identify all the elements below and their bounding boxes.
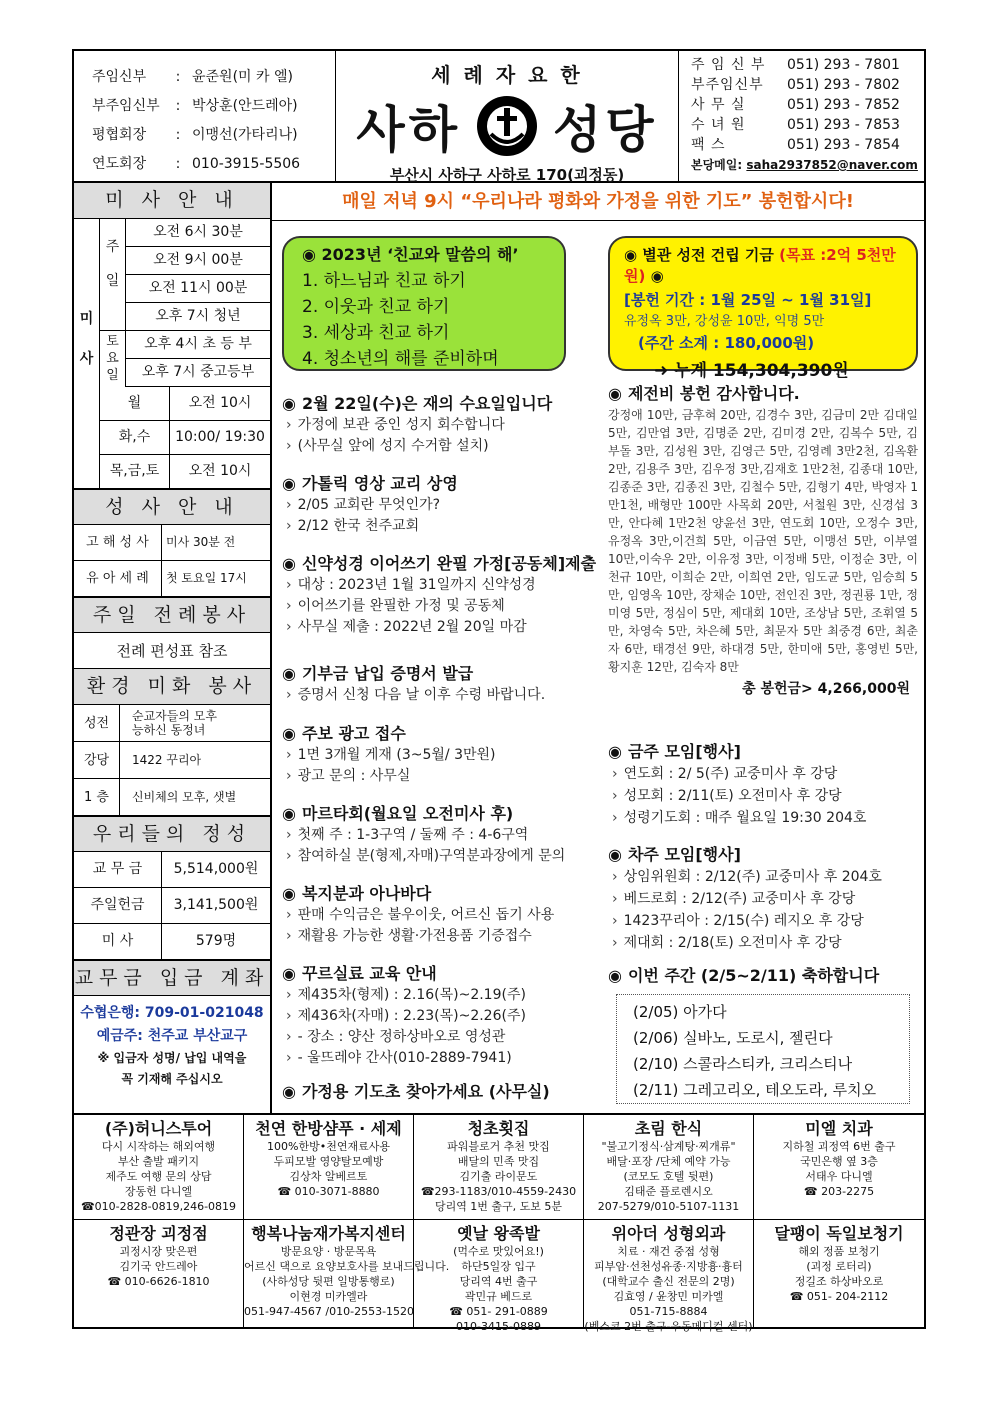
contact-phone: 051) 293 - 7802 xyxy=(787,77,900,93)
email-link[interactable]: saha2937852@naver.com xyxy=(746,158,918,172)
saturday-times xyxy=(126,331,270,387)
ad-line: "불고기정식·삼계탕·찌개류" xyxy=(601,1140,736,1153)
event-item: › 성령기도회 : 매주 월요일 19:30 204호 xyxy=(612,810,867,826)
masthead xyxy=(336,51,678,184)
liturgy-title: 주일 전례봉사 xyxy=(74,597,270,633)
notice-item: › 대상 : 2023년 1월 31일까지 신약성경 xyxy=(286,577,536,593)
item-marker-icon: › xyxy=(286,497,292,513)
notice-item: › 제435차(형제) : 2.16(목)~2.19(주) xyxy=(286,987,526,1003)
event-title: ◉ 차주 모임[행사] xyxy=(608,845,741,864)
ad-line: 배달·포장 /단체 예약 가능 xyxy=(606,1155,731,1168)
ad-line: 어르신 댁으로 요양보호사를 보내드립니다. xyxy=(244,1260,450,1273)
offering-label: 주일헌금 xyxy=(74,888,162,923)
feast-item: (2/10) 스콜라스티카, 크리스티나 xyxy=(633,1055,853,1073)
weekday-day: 화,수 xyxy=(100,421,170,454)
ad-line: ☎010-2828-0819,246-0819 xyxy=(80,1200,237,1213)
ads-row-1 xyxy=(74,1113,924,1219)
env-place: 강당 xyxy=(74,742,120,779)
ad-line: 피부암·선천성유종·지방흉·흉터 xyxy=(594,1260,743,1273)
staff-row xyxy=(92,63,335,92)
notice-title: ◉ 가정용 기도초 찾아가세요 (사무실) xyxy=(282,1082,550,1101)
notice-item: › 판매 수익금은 불우이웃, 어르신 돕기 사용 xyxy=(286,907,555,923)
notice-section xyxy=(282,391,602,456)
ad-line: (사하성당 뒷편 일방통행로) xyxy=(262,1275,395,1288)
item-marker-icon: › xyxy=(612,788,618,804)
event-item: › 1423꾸리아 : 2/15(수) 레지오 후 강당 xyxy=(612,913,864,929)
item-marker-icon: › xyxy=(286,747,292,763)
ad-title: 천연 한방샴푸 · 세제 xyxy=(255,1119,402,1138)
item-marker-icon: › xyxy=(286,907,292,923)
fund-title: ◉ 별관 성전 건립 기금 xyxy=(624,246,774,264)
notice-item: › 재활용 가능한 생활·가전용품 기증접수 xyxy=(286,928,532,944)
bullet-icon: ◉ xyxy=(282,804,296,823)
feast-item: (2/06) 실바노, 도로시, 젤린다 xyxy=(633,1029,833,1047)
advertisement xyxy=(244,1115,414,1219)
contact-phone: 051) 293 - 7854 xyxy=(787,137,900,153)
env-place: 1 층 xyxy=(74,779,120,816)
fund-period: [봉헌 기간 : 1월 25일 ~ 1월 31일] xyxy=(624,291,872,309)
sidebar xyxy=(74,183,272,1113)
fund-total: ➜ 누계 154,304,390원 xyxy=(654,361,849,381)
notice-item: › 이어쓰기를 완필한 가정 및 공동체 xyxy=(286,598,505,614)
ad-line: 배달의 민족 맛집 xyxy=(457,1155,540,1168)
sacrament-row xyxy=(74,525,270,561)
advertisement xyxy=(414,1220,584,1333)
ad-line: 부산 출발 패키지 xyxy=(117,1155,200,1168)
ads-row-2 xyxy=(74,1219,924,1333)
weekday-times xyxy=(100,387,270,489)
advertisement xyxy=(244,1220,450,1329)
ad-line: (코모도 호텔 뒷편) xyxy=(623,1170,714,1183)
bullet-icon: ◉ xyxy=(282,474,296,493)
ad-line: 정길조 하상바오로 xyxy=(794,1275,884,1288)
staff-row xyxy=(92,150,335,179)
env-group: 1422 꾸리아 xyxy=(132,753,202,767)
church-address: 부산시 사하구 사하로 170(괴정동) xyxy=(389,166,625,184)
bullet-icon: ◉ xyxy=(282,554,296,573)
event-item: › 연도회 : 2/ 5(주) 교중미사 후 강당 xyxy=(612,766,838,782)
staff-list xyxy=(74,51,336,181)
notice-title: ◉ 가톨릭 영상 교리 상영 xyxy=(282,474,458,493)
staff-name: 010-3915-5506 xyxy=(192,156,301,172)
notice-item: › 2/05 교회란 무엇인가? xyxy=(286,497,441,513)
offering-row xyxy=(74,888,270,924)
ad-line: ☎ 051- 204-2112 xyxy=(789,1290,889,1303)
notice-section xyxy=(282,801,602,866)
ad-line: ☎ 010-3071-8880 xyxy=(277,1185,380,1198)
staff-colon: : xyxy=(175,156,181,172)
notice-item: › 증명서 신청 다음 날 이후 수령 바랍니다. xyxy=(286,687,546,703)
bullet-icon: ◉ xyxy=(282,884,296,903)
mass-title: 미 사 안 내 xyxy=(74,183,270,219)
sunday-mass-time: 오후 7시 청년 xyxy=(126,303,270,331)
notice-title: ◉ 기부금 납입 증명서 발급 xyxy=(282,664,474,683)
weekday-day: 목,금,토 xyxy=(100,455,170,489)
item-marker-icon: › xyxy=(286,768,292,784)
contact-role: 주 임 신 부 xyxy=(691,57,766,73)
env-place: 성전 xyxy=(74,705,120,742)
feast-box xyxy=(616,994,910,1104)
contact-row xyxy=(691,55,924,75)
advertisement xyxy=(584,1115,754,1219)
ad-line: 김효영 / 윤창민 미카엘 xyxy=(613,1290,724,1303)
event-item: › 상임위원회 : 2/12(주) 교중미사 후 204호 xyxy=(612,869,882,885)
banner-text: 매일 저녁 9시 “우리나라 평화와 가정을 위한 기도” 봉헌합시다! xyxy=(342,191,854,212)
advertisement xyxy=(414,1115,584,1219)
ad-line: 100%한방•천연재료사용 xyxy=(267,1140,390,1153)
weekday-row xyxy=(100,455,270,489)
staff-name: 윤준원(미 카 엘) xyxy=(192,69,293,85)
env-list xyxy=(74,705,270,816)
notice-item: › - 장소 : 양산 정하상바오로 영성관 xyxy=(286,1029,506,1045)
fund-box xyxy=(608,236,918,381)
staff-colon: : xyxy=(175,69,181,85)
ad-line: 방문요양 · 방문목욕 xyxy=(280,1245,377,1258)
item-marker-icon: › xyxy=(612,891,618,907)
staff-name: 박상훈(안드레아) xyxy=(192,98,298,114)
staff-name: 이맹선(가타리나) xyxy=(192,127,298,143)
account-note: ※ 입금자 성명/ 납입 내역을 꼭 기재해 주십시오 xyxy=(97,1051,247,1086)
year-goal-item: 3. 세상과 친교 하기 xyxy=(302,323,450,343)
ad-line: 당리역 4번 출구 xyxy=(459,1275,538,1288)
ad-line: (대학교수 출신 전문의 2명) xyxy=(602,1275,735,1288)
advertisement xyxy=(754,1115,924,1219)
notice-item: › - 울뜨레야 간사(010-2889-7941) xyxy=(286,1050,512,1066)
advertisement xyxy=(754,1220,924,1329)
notice-item: › 제436차(자매) : 2.23(목)~2.26(주) xyxy=(286,1008,526,1024)
bullet-icon: ◉ xyxy=(282,964,296,983)
year-box-title: ◉ 2023년 ‘친교와 말씀의 해’ xyxy=(302,245,519,264)
staff-role: 연도회장 xyxy=(92,156,147,172)
item-marker-icon: › xyxy=(286,687,292,703)
item-marker-icon: › xyxy=(286,577,292,593)
staff-row xyxy=(92,92,335,121)
item-marker-icon: › xyxy=(612,810,618,826)
bank-account: 수협은행: 709-01-021048 xyxy=(80,1005,264,1021)
item-marker-icon: › xyxy=(286,438,292,454)
contact-row xyxy=(691,95,924,115)
account-info xyxy=(74,996,270,1090)
notice-title: ◉ 꾸르실료 교육 안내 xyxy=(282,964,437,983)
contact-row xyxy=(691,135,924,155)
contact-phone: 051) 293 - 7853 xyxy=(787,117,900,133)
sunday-mass-time: 오전 11시 00분 xyxy=(126,275,270,303)
notice-title: ◉ 복지분과 아나바다 xyxy=(282,884,432,903)
church-name-right: 성당 xyxy=(553,101,658,159)
ad-title: 위아더 성형외과 xyxy=(611,1224,726,1243)
ad-line: 김기국 안드레아 xyxy=(119,1260,198,1273)
ad-line: 해외 정품 보청기 xyxy=(798,1245,880,1258)
notice-title: ◉ 2월 22일(수)은 재의 수요일입니다 xyxy=(282,394,553,413)
bulletin-page xyxy=(72,49,926,1333)
offering-list xyxy=(74,852,270,960)
item-marker-icon: › xyxy=(286,518,292,534)
event-title: ◉ 금주 모임[행사] xyxy=(608,742,741,761)
ad-line: ☎293-1183/010-4559-2430 xyxy=(420,1185,577,1198)
saturday-mass-time: 오후 4시 초 등 부 xyxy=(126,331,270,359)
fund-goal: (목표 :2억 5천만원) xyxy=(624,246,896,285)
thanks-text: 강정애 10만, 금후혀 20만, 김경수 3만, 김금미 2만 김대일 5만, 김만엽 3만, 김명준 2만, 김미경 2만, 김복수 5만, 김부돌 3만, 김성원 3만, 김영근 5만, 김영례 3만2천, 김옥환 2만, 김용주 3만, 김우정 3만,김재호 1만2천, 김종대 10만, 김종준 3만, 김종진 3만, 김철수 5만, 김형기 4만, 박영자 1만1천, 배형만 100만 사목회 20만, 서철원 3만, 신경섭 3만, 안다혜 1만2천 양윤선 3만, 연도회 10만, 오정수 3만, 유정옥 3만,이건희 5만, 이금연 5만, 이맹선 5만, 이부열 10만,이숙우 2만, 이유정 3만, 이정배 5만, 이정순 3만, 이천규 10만, 이희순 2만, 이희연 2만, 임도균 5만, 임승희 5만, 임영옥 10만, 장채순 10만, 전인진 3만, 정권룡 1만, 정미영 5만, 정심이 5만, 제대회 10만, 조상남 5만, 조휘열 5만, 차영숙 5만, 차은혜 5만, 최문자 5만 최중경 6만, 최춘자 6만, 태경선 9만, 하대경 5만, 한미애 5만, 홍영빈 5만, 황지훈 12만, 김숙자 8만 xyxy=(608,408,918,674)
ad-line: 010-3415-0889 xyxy=(456,1320,541,1333)
header xyxy=(74,51,924,183)
notice-item: › 참여하실 분(형제,자매)구역분과장에게 문의 xyxy=(286,848,566,864)
mass-label: 미 사 xyxy=(74,219,100,489)
staff-colon: : xyxy=(175,98,181,114)
year-goal-item: 4. 청소년의 해를 준비하며 xyxy=(302,349,499,369)
email-label: 본당메일: xyxy=(691,158,743,172)
feast-item: (2/05) 아가다 xyxy=(633,1003,727,1021)
sunday-mass-time: 오전 9시 00분 xyxy=(126,247,270,275)
notice-title: ◉ 마르타회(월요일 오전미사 후) xyxy=(282,804,514,823)
item-marker-icon: › xyxy=(286,417,292,433)
notice-section xyxy=(282,661,602,705)
contact-phone: 051) 293 - 7801 xyxy=(787,57,900,73)
ad-line: 051-947-4567 /010-2553-1520 xyxy=(244,1305,415,1318)
env-title: 환경 미화 봉사 xyxy=(74,669,270,705)
ad-title: 초림 한식 xyxy=(634,1119,703,1138)
event-section xyxy=(608,842,918,953)
sacrament-time: 미사 30분 전 xyxy=(166,535,236,549)
notice-item: › 가정에 보관 중인 성지 회수합니다 xyxy=(286,417,505,433)
weekday-day: 월 xyxy=(100,387,170,420)
thanks-total: 총 봉헌금> 4,266,000원 xyxy=(742,681,910,697)
ad-line: ☎ 051- 291-0889 xyxy=(449,1305,548,1318)
contact-row xyxy=(691,75,924,95)
advertisement xyxy=(74,1115,244,1219)
ad-title: 미엘 치과 xyxy=(805,1119,873,1138)
ad-line: 제주도 여행 문의 상담 xyxy=(105,1170,212,1183)
saturday-label: 토 요 일 xyxy=(100,331,126,387)
item-marker-icon: › xyxy=(286,598,292,614)
weekday-time: 오전 10시 xyxy=(188,395,252,411)
ad-title: 청초횟집 xyxy=(467,1119,530,1138)
item-marker-icon: › xyxy=(286,1050,292,1066)
thanks-title: ◉ 제전비 봉헌 감사합니다. xyxy=(608,384,800,403)
notice-item: › 2/12 한국 천주교회 xyxy=(286,518,420,534)
weekday-row xyxy=(100,387,270,421)
ad-line: 두피모발 영양탈모예방 xyxy=(273,1155,384,1168)
ad-line: 207-5279/010-5107-1131 xyxy=(597,1200,740,1213)
sacrament-name: 유 아 세 례 xyxy=(74,561,162,596)
offering-value: 5,514,000원 xyxy=(173,861,259,877)
bullet-icon: ◉ xyxy=(282,724,296,743)
item-marker-icon: › xyxy=(286,1029,292,1045)
ad-line: 장동헌 다니엘 xyxy=(124,1185,193,1198)
ad-line: (먹수로 맛있어요!) xyxy=(453,1245,544,1258)
thanks-section xyxy=(608,381,918,698)
weekday-time: 10:00/ 19:30 xyxy=(175,429,265,445)
sacrament-name: 고 해 성 사 xyxy=(74,525,162,560)
church-name-left: 사하 xyxy=(356,101,461,159)
year-goal-item: 1. 하느님과 친교 하기 xyxy=(302,271,466,291)
ad-line: 파워블로거 추천 맛집 xyxy=(447,1140,550,1153)
notice-item: › 사무실 제출 : 2022년 2월 20일 마감 xyxy=(286,619,527,635)
staff-role: 주임신부 xyxy=(92,69,147,85)
item-marker-icon: › xyxy=(612,869,618,885)
item-marker-icon: › xyxy=(286,827,292,843)
item-marker-icon: › xyxy=(286,987,292,1003)
offering-value: 3,141,500원 xyxy=(173,897,259,913)
ad-line: (괴정 로터리) xyxy=(806,1260,872,1273)
offering-value: 579명 xyxy=(195,933,237,949)
ad-line: 김상차 알베르토 xyxy=(289,1170,368,1183)
ad-line: ☎ 203-2275 xyxy=(803,1185,875,1198)
notice-title: ◉ 주보 광고 접수 xyxy=(282,724,406,743)
weekday-time: 오전 10시 xyxy=(188,463,252,479)
staff-row xyxy=(92,121,335,150)
banner xyxy=(272,183,924,221)
env-group: 순교자들의 모후 능하신 동정녀 xyxy=(132,709,217,737)
notice-item: › 첫째 주 : 1-3구역 / 둘째 주 : 4-6구역 xyxy=(286,827,529,843)
env-group: 신비체의 모후, 샛별 xyxy=(132,790,237,804)
event-section xyxy=(608,739,918,828)
notice-section xyxy=(282,471,602,536)
env-row xyxy=(74,779,270,816)
year-goal-item: 2. 이웃과 친교 하기 xyxy=(302,297,450,317)
ad-title: (주)허니스투어 xyxy=(104,1119,213,1138)
bullet-icon: ◉ xyxy=(282,394,296,413)
ad-line: 서태우 다니엘 xyxy=(805,1170,873,1183)
patron-name: 세 례 자 요 한 xyxy=(431,63,583,87)
ad-line: 다시 시작하는 해외여행 xyxy=(101,1140,216,1153)
contact-role: 팩 스 xyxy=(691,137,726,153)
ad-line: 이현경 미카엘라 xyxy=(289,1290,368,1303)
ad-line: 051-715-8884 xyxy=(629,1305,708,1318)
church-seal-icon xyxy=(475,94,539,158)
advertisement xyxy=(74,1220,244,1329)
ad-line: 김기출 라이문도 xyxy=(459,1170,538,1183)
ad-line: 국민은행 옆 3층 xyxy=(800,1155,878,1168)
fund-subtotal: (주간 소계 : 180,000원) xyxy=(638,334,815,352)
account-holder: 예금주: 천주교 부산교구 xyxy=(96,1028,248,1044)
env-row xyxy=(74,705,270,742)
fund-donors: 유정옥 3만, 강성윤 10만, 익명 5만 xyxy=(624,314,825,329)
item-marker-icon: › xyxy=(286,619,292,635)
ad-title: 옛날 왕족발 xyxy=(457,1224,540,1243)
item-marker-icon: › xyxy=(286,848,292,864)
offering-row xyxy=(74,852,270,888)
offering-title: 우리들의 정성 xyxy=(74,816,270,852)
ad-line: 지하철 괴정역 6번 출구 xyxy=(782,1140,896,1153)
sacrament-row xyxy=(74,561,270,597)
bullet-icon: ◉ xyxy=(282,664,296,683)
sacrament-title: 성 사 안 내 xyxy=(74,489,270,525)
ad-line: ☎ 010-6626-1810 xyxy=(107,1275,210,1288)
liturgy-text: 전례 편성표 참조 xyxy=(74,633,270,669)
fund-title-tail: ◉ xyxy=(650,267,664,285)
notice-section xyxy=(282,881,602,946)
contact-phone: 051) 293 - 7852 xyxy=(787,97,900,113)
event-item: › 제대회 : 2/18(토) 오전미사 후 강당 xyxy=(612,935,842,951)
contact-row xyxy=(691,115,924,135)
notice-section xyxy=(282,961,602,1068)
weekday-row xyxy=(100,421,270,455)
notice-column-right xyxy=(608,739,918,967)
ad-title: 행복나눔재가복지센터 xyxy=(251,1224,406,1243)
item-marker-icon: › xyxy=(286,1008,292,1024)
ad-title: 정관장 괴정점 xyxy=(109,1224,208,1243)
item-marker-icon: › xyxy=(286,928,292,944)
feast-section xyxy=(608,963,918,1104)
contact-role: 수 녀 원 xyxy=(691,117,746,133)
event-item: › 성모회 : 2/11(토) 오전미사 후 강당 xyxy=(612,788,842,804)
notice-section xyxy=(282,721,602,786)
notice-section xyxy=(282,1079,602,1102)
contact-list xyxy=(678,51,924,181)
env-row xyxy=(74,742,270,779)
advertisement xyxy=(584,1220,754,1333)
bullet-icon: ◉ xyxy=(608,742,622,761)
staff-role: 부주임신부 xyxy=(92,98,160,114)
ad-line: 괴정시장 맞은편 xyxy=(119,1245,198,1258)
notice-item: › 광고 문의 : 사무실 xyxy=(286,768,411,784)
event-item: › 베드로회 : 2/12(주) 교중미사 후 강당 xyxy=(612,891,856,907)
contact-role: 부주임신부 xyxy=(691,77,764,93)
offering-row xyxy=(74,924,270,960)
mass-schedule xyxy=(74,219,270,489)
contact-role: 사 무 실 xyxy=(691,97,746,113)
notice-item: › 1면 3개월 게재 (3~5월/ 3만원) xyxy=(286,747,496,763)
ad-title: 달팽이 독일보청기 xyxy=(774,1224,904,1243)
sunday-times xyxy=(126,219,270,331)
saturday-mass-time: 오후 7시 중고등부 xyxy=(126,359,270,387)
bullet-icon: ◉ xyxy=(608,845,622,864)
ad-line: 곽민규 베드로 xyxy=(464,1290,533,1303)
item-marker-icon: › xyxy=(612,766,618,782)
notice-item: › (사무실 앞에 성지 수거함 설치) xyxy=(286,438,489,454)
feast-item: (2/11) 그레고리오, 테오도라, 루치오 xyxy=(633,1081,877,1099)
sunday-mass-time: 오전 6시 30분 xyxy=(126,219,270,247)
notice-title: ◉ 신약성경 이어쓰기 완필 가정[공동체]제출 xyxy=(282,554,597,573)
ad-line: 하단5일장 입구 xyxy=(461,1260,536,1273)
bullet-icon: ◉ xyxy=(282,1082,296,1101)
feast-title: ◉ 이번 주간 (2/5~2/11) 축하합니다 xyxy=(608,966,880,985)
offering-label: 미 사 xyxy=(74,924,162,959)
sacrament-time: 첫 토요일 17시 xyxy=(166,571,247,585)
sacrament-list xyxy=(74,525,270,597)
staff-role: 평협회장 xyxy=(92,127,147,143)
sunday-label: 주 일 xyxy=(100,219,126,331)
item-marker-icon: › xyxy=(612,913,618,929)
offering-label: 교 무 금 xyxy=(74,852,162,887)
notice-section xyxy=(282,551,602,637)
account-title: 교무금 입금 계좌 xyxy=(74,960,270,996)
ad-line: 당리역 1번 출구, 도보 5분 xyxy=(434,1200,563,1213)
staff-colon: : xyxy=(175,127,181,143)
ad-line: 김태준 플로렌시오 xyxy=(624,1185,713,1198)
ad-line: (벡스코 2번 출구-우동메디컬 센터) xyxy=(584,1320,753,1333)
year-box xyxy=(282,236,566,371)
item-marker-icon: › xyxy=(612,935,618,951)
ad-line: 치료 · 재건 중점 성형 xyxy=(617,1245,720,1258)
